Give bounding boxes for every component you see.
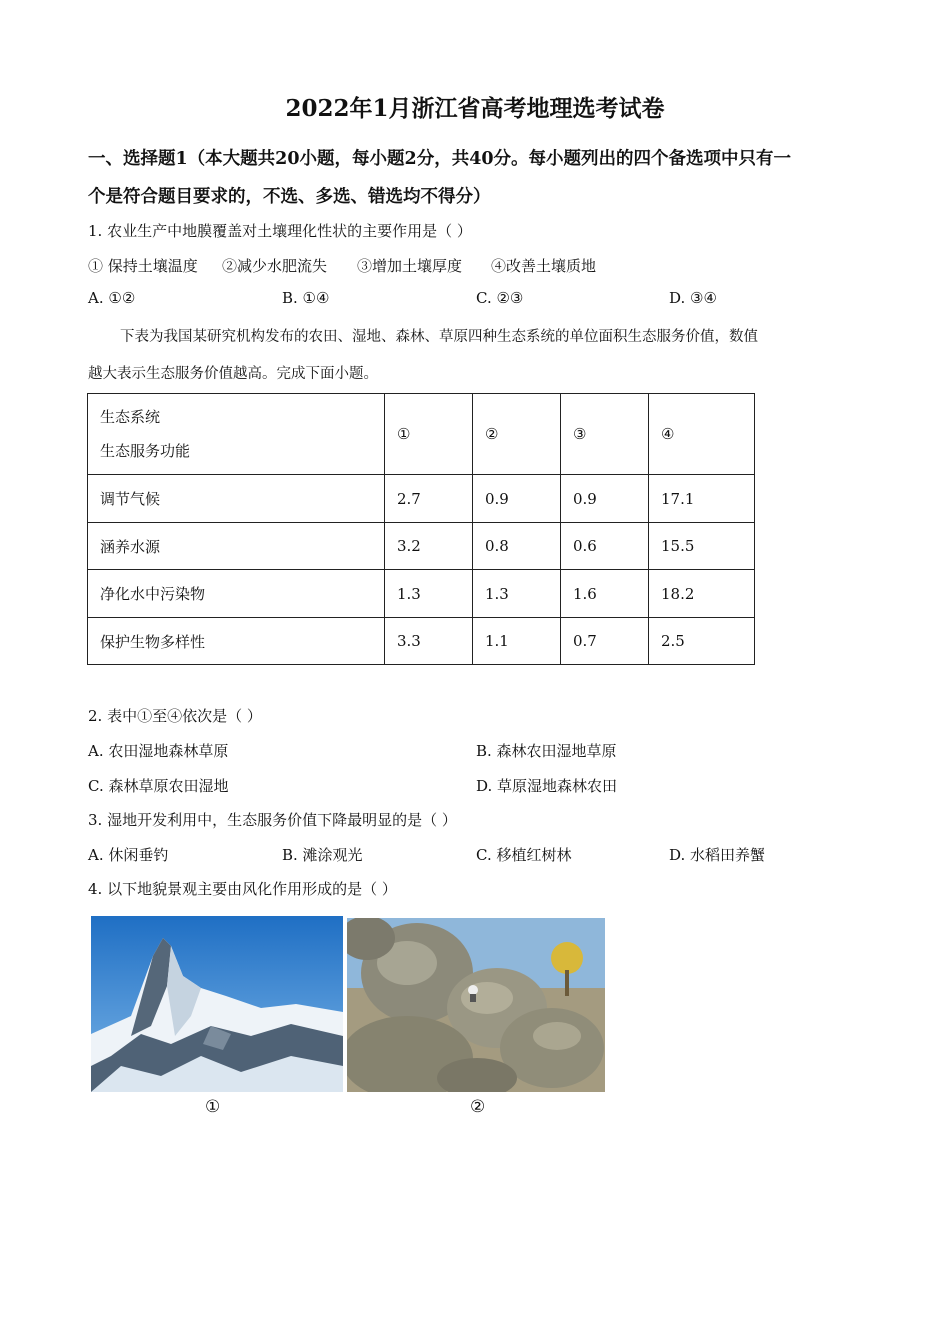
q2-option-c[interactable]: C. 森林草原农田湿地	[88, 777, 229, 795]
q1-stem: 1. 农业生产中地膜覆盖对土壤理化性状的主要作用是（ ）	[88, 222, 472, 240]
section-heading-line1: 一、选择题1（本大题共20小题，每小题2分，共40分。每小题列出的四个备选项中只有一	[88, 149, 792, 169]
photo-caption-1: ①	[205, 1097, 221, 1117]
q3-option-a[interactable]: A. 休闲垂钓	[88, 846, 169, 864]
page-title: 2022年1月浙江省高考地理选考试卷	[285, 95, 665, 122]
row-label: 保护生物多样性	[88, 618, 385, 665]
table-row	[88, 523, 755, 570]
table-header-corner	[88, 394, 385, 475]
table-cell: 0.9	[473, 475, 561, 523]
mountain-peak-photo	[91, 916, 343, 1092]
table-cell: 17.1	[649, 475, 755, 523]
table-cell: 0.8	[473, 523, 561, 570]
q1-option-a[interactable]: A. ①②	[88, 289, 136, 307]
header-bottom-label: 生态服务功能	[100, 442, 191, 460]
q3-option-c[interactable]: C. 移植红树林	[476, 846, 572, 864]
header-top-label: 生态系统	[100, 408, 161, 426]
ecosystem-service-table	[87, 393, 755, 665]
q2-option-b[interactable]: B. 森林农田湿地草原	[476, 742, 617, 760]
q1-option-d[interactable]: D. ③④	[669, 289, 717, 307]
section-heading-line2: 个是符合题目要求的，不选、多选、错选均不得分）	[88, 187, 491, 207]
table-cell: 3.2	[385, 523, 473, 570]
table-cell: 1.1	[473, 618, 561, 665]
table-cell: 3.3	[385, 618, 473, 665]
row-label: 净化水中污染物	[88, 570, 385, 618]
table-cell: 18.2	[649, 570, 755, 618]
q1-statement: ④改善土壤质地	[491, 257, 597, 275]
q3-option-d[interactable]: D. 水稻田养蟹	[669, 846, 766, 864]
boulders-photo	[347, 918, 605, 1092]
column-header: ④	[649, 394, 755, 475]
q1-option-b[interactable]: B. ①④	[282, 289, 330, 307]
table-cell: 2.7	[385, 475, 473, 523]
table-cell: 15.5	[649, 523, 755, 570]
row-label: 涵养水源	[88, 523, 385, 570]
q2-option-d[interactable]: D. 草原湿地森林农田	[476, 777, 618, 795]
column-header: ②	[473, 394, 561, 475]
q3-stem: 3. 湿地开发利用中，生态服务价值下降最明显的是（ ）	[88, 811, 457, 829]
row-label: 调节气候	[88, 475, 385, 523]
column-header: ③	[561, 394, 649, 475]
intro-line1: 下表为我国某研究机构发布的农田、湿地、森林、草原四种生态系统的单位面积生态服务价值，数值	[120, 329, 758, 345]
table-cell: 2.5	[649, 618, 755, 665]
table-cell: 0.9	[561, 475, 649, 523]
q1-statement: ②减少水肥流失	[222, 257, 328, 275]
table-row	[88, 570, 755, 618]
table-cell: 0.6	[561, 523, 649, 570]
table-row	[88, 475, 755, 523]
table-cell: 0.7	[561, 618, 649, 665]
intro-line2: 越大表示生态服务价值越高。完成下面小题。	[88, 366, 378, 382]
column-header: ①	[385, 394, 473, 475]
table-cell: 1.3	[473, 570, 561, 618]
table-header-row	[88, 394, 755, 475]
q1-statement: ① 保持土壤温度	[88, 257, 198, 275]
q2-stem: 2. 表中①至④依次是（ ）	[88, 707, 262, 725]
table-row	[88, 618, 755, 665]
photo-caption-2: ②	[470, 1097, 486, 1117]
table-cell: 1.6	[561, 570, 649, 618]
q2-option-a[interactable]: A. 农田湿地森林草原	[88, 742, 229, 760]
q3-option-b[interactable]: B. 滩涂观光	[282, 846, 363, 864]
table-cell: 1.3	[385, 570, 473, 618]
q1-statement: ③增加土壤厚度	[357, 257, 463, 275]
q4-stem: 4. 以下地貌景观主要由风化作用形成的是（ ）	[88, 880, 397, 898]
q1-option-c[interactable]: C. ②③	[476, 289, 524, 307]
